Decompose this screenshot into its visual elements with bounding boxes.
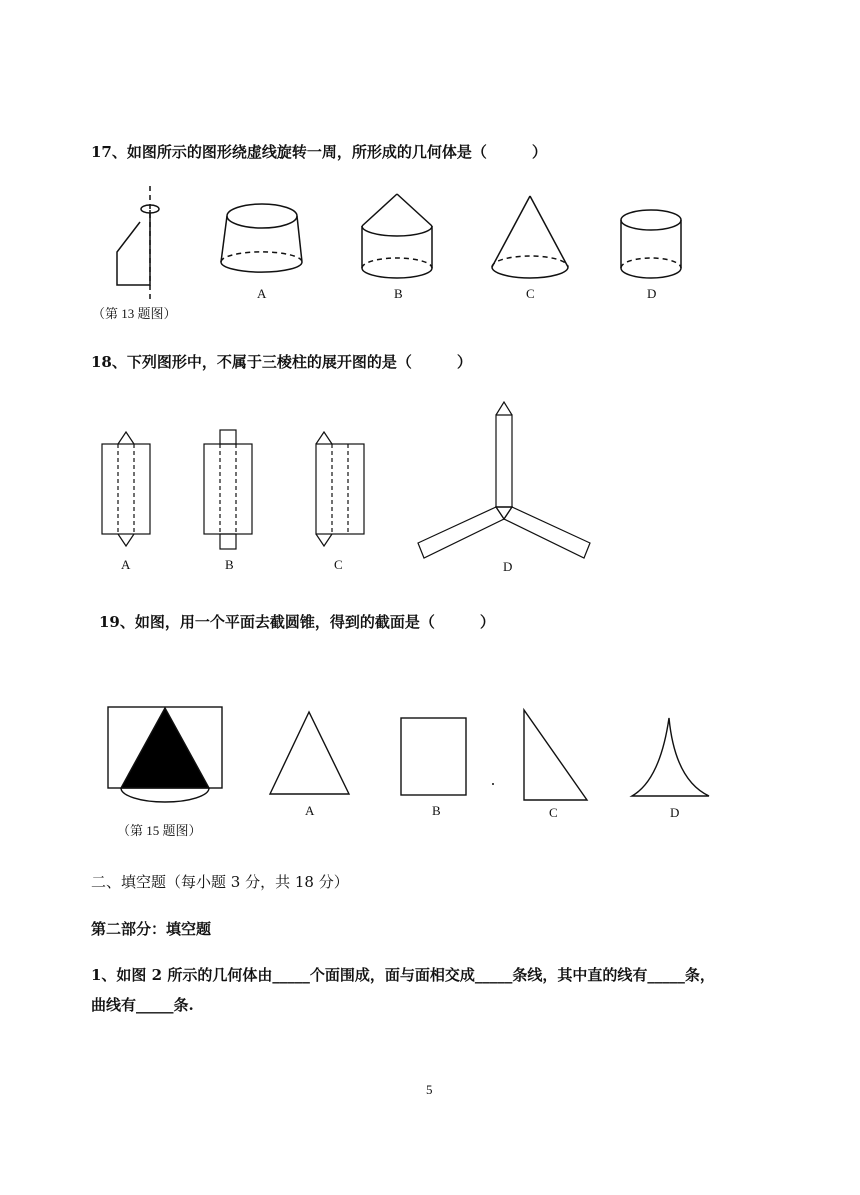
q18-option-b-net: [204, 430, 252, 549]
q17-label-d: D: [647, 286, 657, 301]
q17-option-a-frustum: [221, 204, 302, 272]
q19-label-a: A: [305, 803, 315, 818]
q19-cone-with-plane: [108, 707, 222, 802]
q17-option-d-cylinder: [621, 210, 681, 278]
q19-option-b-rectangle: [401, 718, 466, 795]
q19-option-a-triangle: [270, 712, 349, 794]
q18-label-b: B: [225, 557, 234, 572]
section-2-heading: 二、填空题（每小题 3 分，共 18 分）: [91, 873, 349, 891]
q17-label-c: C: [526, 286, 535, 301]
question-18-text: 18、下列图形中，不属于三棱柱的展开图的是（ ）: [91, 353, 472, 371]
question-19-text: 19、如图，用一个平面去截圆锥，得到的截面是（ ）: [99, 613, 495, 631]
q17-option-c-cone: [492, 196, 568, 278]
q17-option-b-cylinder-cone: [362, 194, 432, 278]
q17-figure-caption: （第 13 题图）: [92, 306, 177, 321]
page-number: 5: [426, 1082, 433, 1097]
q18-label-a: A: [121, 557, 131, 572]
q18-figures: [90, 395, 610, 565]
q19-figures: [100, 700, 720, 810]
q17-original-shape: [117, 186, 159, 300]
q17-label-b: B: [394, 286, 403, 301]
q18-label-c: C: [334, 557, 343, 572]
q19-option-d-curved-triangle: [632, 718, 709, 796]
q18-option-c-net: [316, 432, 364, 546]
q17-label-a: A: [257, 286, 267, 301]
q19-label-c: C: [549, 805, 558, 820]
q18-label-d: D: [503, 559, 513, 574]
q18-option-a-net: [102, 432, 150, 546]
part-2-title: 第二部分：填空题: [91, 920, 212, 938]
fill-question-1-line-2: 曲线有_____条.: [91, 996, 194, 1014]
q19-option-c-right-triangle: [524, 710, 587, 800]
q18-option-d-net: [418, 402, 590, 558]
question-17-text: 17、如图所示的图形绕虚线旋转一周，所形成的几何体是（ ）: [91, 143, 547, 161]
q19-label-b: B: [432, 803, 441, 818]
q19-label-d: D: [670, 805, 680, 820]
q17-figures: [90, 180, 710, 325]
q19-figure-caption: （第 15 题图）: [117, 823, 202, 838]
fill-question-1-line-1: 1、如图 2 所示的几何体由_____个面围成，面与面相交成_____条线，其中直的线有_____条，: [91, 966, 715, 984]
